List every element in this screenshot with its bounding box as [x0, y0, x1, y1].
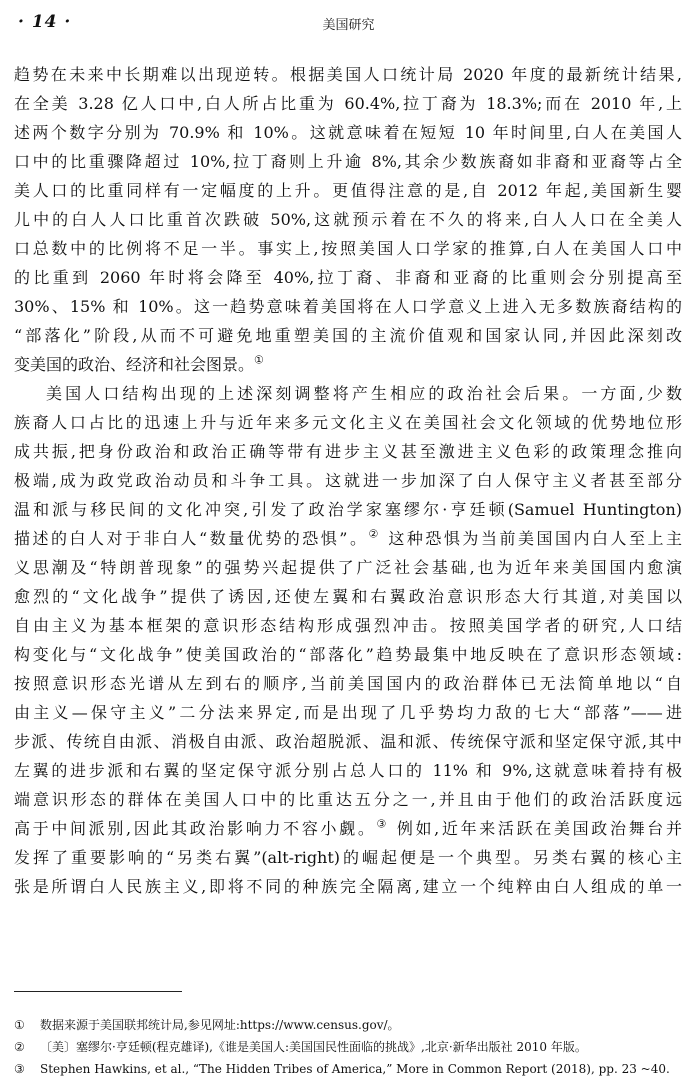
- footnotes: [14, 1014, 682, 1080]
- text-line: [14, 611, 682, 640]
- text-line: [14, 640, 682, 669]
- text-line-content: 端意识形态的群体在美国人口中的比重达五分之一,并且由于他们的政治活跃度远: [14, 790, 682, 809]
- text-line-content: 趋势在未来中长期难以出现逆转。根据美国人口统计局 2020 年度的最新统计结果,: [14, 65, 682, 84]
- text-line-content: 成共振,把身份政治和政治正确等带有进步主义甚至激进主义色彩的政策理念推向: [14, 442, 682, 461]
- text-line-content: 口总数中的比例将不足一半。事实上,按照美国人口学家的推算,白人在美国人口中: [14, 239, 682, 258]
- footnote-reference[interactable]: ①: [254, 353, 264, 367]
- text-line-content: 义思潮及“特朗普现象”的强势兴起提供了广泛社会基础,也为近年来美国国内愈演: [14, 558, 682, 577]
- text-line-content: 30%、15% 和 10%。这一趋势意味着美国将在人口学意义上进入无多数族裔结构的: [14, 297, 682, 316]
- text-line-content: 构变化与“文化战争”使美国政治的“部落化”趋势最集中地反映在了意识形态领域:: [14, 645, 682, 664]
- text-line: [14, 698, 682, 727]
- text-line-content: 的比重到 2060 年时将会降至 40%,拉丁裔、非裔和亚裔的比重则会分别提高至: [14, 268, 682, 287]
- footnote-text: 数据来源于美国联邦统计局,参见网址:https://www.census.gov/。: [40, 1018, 400, 1032]
- footnote-mark: ①: [14, 1018, 25, 1032]
- text-line: [14, 727, 682, 756]
- text-line-content: 按照意识形态光谱从左到右的顺序,当前美国国内的政治群体已无法简单地以“自: [14, 674, 682, 693]
- text-line-content: 口中的比重骤降超过 10%,拉丁裔则上升逾 8%,其余少数族裔如非裔和亚裔等占全: [14, 152, 682, 171]
- text-line-tail: 例如,近年来活跃在美国政治舞台并: [389, 819, 682, 838]
- text-line-content: 步派、传统自由派、消极自由派、政治超脱派、温和派、传统保守派和坚定保守派,其中: [14, 732, 682, 751]
- text-line-content: 温和派与移民间的文化冲突,引发了政治学家塞缪尔·亨廷顿(Samuel Huntington): [14, 500, 682, 519]
- text-line-content: 愈烈的“文化战争”提供了诱因,还使左翼和右翼政治意识形态大行其道,对美国以: [14, 587, 682, 606]
- page-header: [0, 0, 697, 48]
- text-line-content: 述两个数字分别为 70.9% 和 10%。这就意味着在短短 10 年时间里,白人在美国人: [14, 123, 682, 142]
- footnote-divider: [14, 991, 182, 992]
- text-line-content: 变美国的政治、经济和社会图景。: [14, 355, 255, 374]
- text-line-content: 描述的白人对于非白人“数量优势的恐惧”。: [14, 529, 369, 548]
- text-line: [14, 176, 682, 205]
- text-line: [14, 292, 682, 321]
- text-line: [14, 89, 682, 118]
- text-line: [14, 524, 682, 553]
- footnote: [14, 1058, 682, 1080]
- footnote-text: 〔美〕塞缪尔·亨廷顿(程克雄译),《谁是美国人:美国国民性面临的挑战》,北京·新华出版社 2010 年版。: [40, 1040, 587, 1054]
- text-line: [14, 669, 682, 698]
- text-line: [14, 147, 682, 176]
- text-line-content: 极端,成为政党政治动员和斗争工具。这就进一步加深了白人保守主义者甚至部分: [14, 471, 682, 490]
- text-line: [14, 843, 682, 872]
- text-line-content: 自由主义为基本框架的意识形态结构形成强烈冲击。按照美国学者的研究,人口结: [14, 616, 682, 635]
- text-line-content: 在全美 3.28 亿人口中,白人所占比重为 60.4%,拉丁裔为 18.3%;而在 2010 年,上: [14, 94, 682, 113]
- text-line: [14, 321, 682, 350]
- text-line: [14, 205, 682, 234]
- text-line: [14, 814, 682, 843]
- footnote: [14, 1036, 682, 1058]
- text-line: [14, 872, 682, 901]
- text-line-content: “部落化”阶段,从而不可避免地重塑美国的主流价值观和国家认同,并因此深刻改: [14, 326, 682, 345]
- footnote-text: Stephen Hawkins, et al., “The Hidden Tribes of America,” More in Common Report (2018), pp. 23 ~40.: [40, 1062, 670, 1076]
- text-line: [14, 408, 682, 437]
- text-line: [14, 785, 682, 814]
- text-line: [14, 263, 682, 292]
- text-line-content: 高于中间派别,因此其政治影响力不容小觑。: [14, 819, 377, 838]
- text-line-content: 儿中的白人人口比重首次跌破 50%,这就预示着在不久的将来,白人人口在全美人: [14, 210, 682, 229]
- body-text: [14, 60, 682, 901]
- text-line-content: 由主义—保守主义”二分法来界定,而是出现了几乎势均力敌的七大“部落”——进: [14, 703, 682, 722]
- text-line-content: 发挥了重要影响的“另类右翼”(alt-right)的崛起便是一个典型。另类右翼的核心主: [14, 848, 682, 867]
- footnote-mark: ②: [14, 1040, 25, 1054]
- running-head: 美国研究: [322, 18, 375, 33]
- text-line-content: 张是所谓白人民族主义,即将不同的种族完全隔离,建立一个纯粹由白人组成的单一: [14, 877, 682, 896]
- footnote-reference[interactable]: ③: [376, 817, 390, 831]
- text-line: [14, 495, 682, 524]
- text-line: [14, 756, 682, 785]
- text-line-content: 美国人口结构出现的上述深刻调整将产生相应的政治社会后果。一方面,少数: [46, 384, 682, 403]
- text-line: [14, 466, 682, 495]
- text-line: [14, 118, 682, 147]
- text-line: [14, 350, 682, 379]
- text-line-content: 美人口的比重同样有一定幅度的上升。更值得注意的是,自 2012 年起,美国新生婴: [14, 181, 682, 200]
- text-line: [14, 234, 682, 263]
- text-line-content: 族裔人口占比的迅速上升与近年来多元文化主义在美国社会文化领域的优势地位形: [14, 413, 682, 432]
- text-line-tail: 这种恐惧为当前美国国内白人至上主: [380, 529, 682, 548]
- text-line: [14, 60, 682, 89]
- text-line: [14, 582, 682, 611]
- text-line: [14, 379, 682, 408]
- footnote: [14, 1014, 682, 1036]
- page-number: · 14 ·: [18, 12, 72, 32]
- footnote-mark: ③: [14, 1062, 25, 1076]
- footnote-reference[interactable]: ②: [368, 527, 381, 541]
- text-line: [14, 437, 682, 466]
- text-line-content: 左翼的进步派和右翼的坚定保守派分别占总人口的 11% 和 9%,这就意味着持有极: [14, 761, 682, 780]
- text-line: [14, 553, 682, 582]
